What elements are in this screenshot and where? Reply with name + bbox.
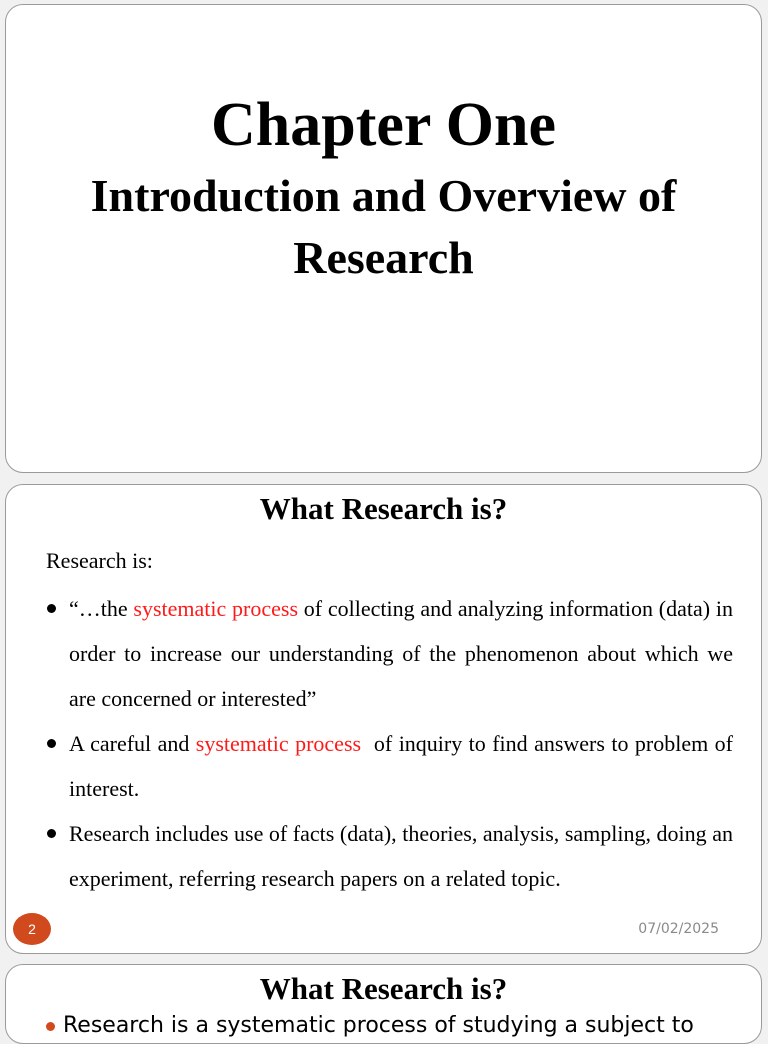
bullet-text-pre: A careful and xyxy=(69,731,196,756)
bullet-dot-icon xyxy=(47,739,56,748)
bullet-text-pre: “…the xyxy=(69,596,134,621)
bullet-item xyxy=(46,811,733,901)
bullet-highlight: systematic process xyxy=(195,731,362,756)
bullet-list xyxy=(46,586,739,901)
bullet-dot-icon xyxy=(47,829,56,838)
lead-text: Research is: xyxy=(46,548,153,573)
bullet-text: Research is a systematic process of studying a subject to xyxy=(63,1013,694,1038)
bullet-text: Research includes use of facts (data), theories, analysis, sampling, doing an experiment, referring research papers on a related topic. xyxy=(69,821,733,891)
bullet-item xyxy=(46,1013,694,1038)
bullet-dot-icon xyxy=(47,604,56,613)
slide-heading: What Research is? xyxy=(259,491,508,526)
content-slide xyxy=(5,484,762,954)
slide-date: 07/02/2025 xyxy=(638,921,719,937)
bullet-text-post: of inquiry to find answers to problem of interest. xyxy=(69,731,739,801)
page-number-badge: 2 xyxy=(13,913,51,945)
bullet-item xyxy=(46,586,733,721)
bullet-item xyxy=(46,721,739,811)
chapter-subtitle: Introduction and Overview of Research xyxy=(90,170,677,283)
title-slide xyxy=(5,4,762,473)
bullet-highlight: systematic process xyxy=(133,596,299,621)
content-slide-next xyxy=(5,964,762,1044)
chapter-title: Chapter One xyxy=(210,91,557,159)
bullet-text-post: of collecting and analyzing information (data) in order to increase our understanding of the phenomenon about which we are concerned or interested” xyxy=(69,596,733,711)
slide-heading: What Research is? xyxy=(259,971,508,1006)
bullet-dot-icon xyxy=(46,1022,55,1031)
